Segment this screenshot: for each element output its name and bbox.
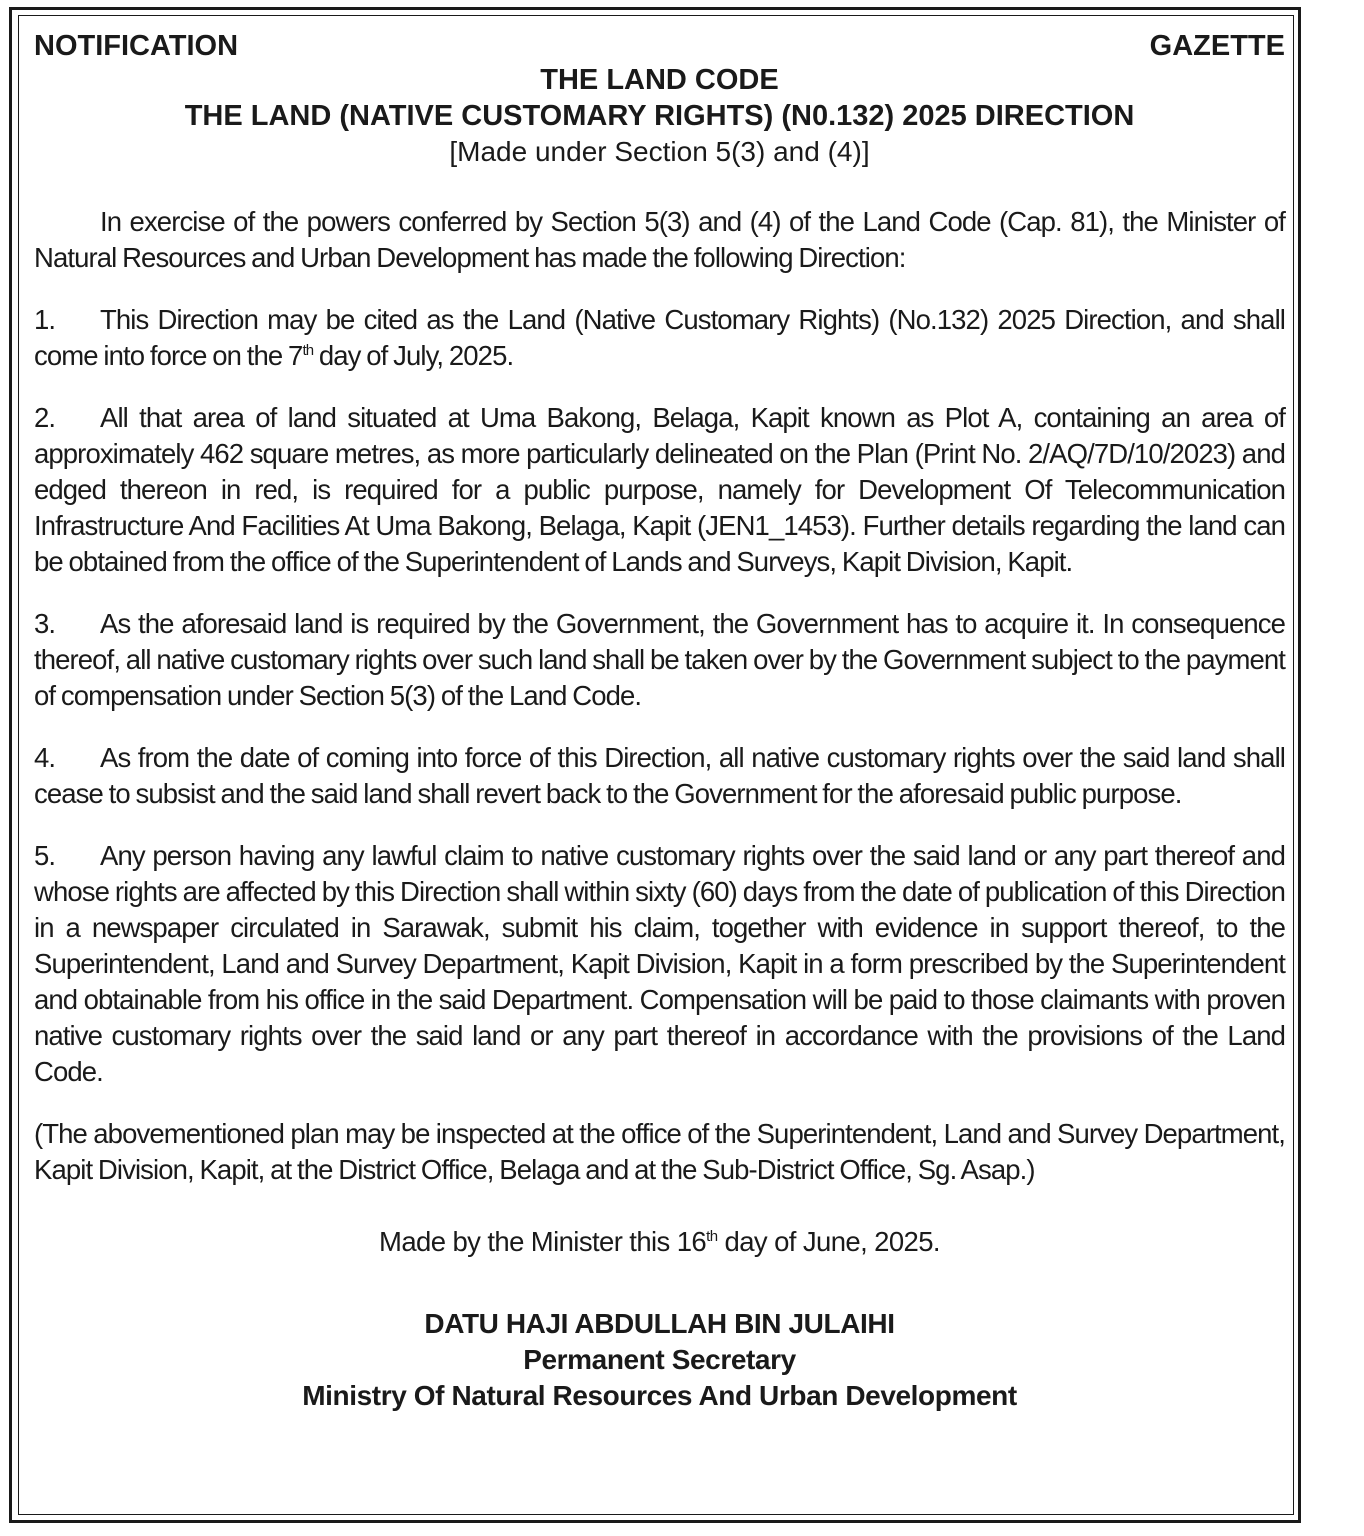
paragraph-text: Any person having any lawful claim to native customary rights over the said land or any part thereof and whose rights are affected by this Direction shall within sixty (60) days from the date of publication of this Direction in a newspaper circulated in Sarawak, submit his claim, together with evidence in support thereof, to the Superintendent, Land and Survey Department, Kapit Division, Kapit in a form prescribed by the Superintendent and obtainable from his office in the said Department. Compensation will be paid to those claimants with proven native customary rights over the said land or any part thereof in accordance with the provisions of the Land Code. bbox=[34, 840, 1285, 1087]
paragraph-number: 1. bbox=[34, 304, 56, 335]
notification-label: NOTIFICATION bbox=[34, 30, 239, 62]
paragraph-number: 5. bbox=[34, 840, 56, 871]
made-by-line bbox=[34, 1224, 1285, 1260]
title-land-code: THE LAND CODE bbox=[540, 64, 779, 96]
paragraph-1 bbox=[34, 302, 1285, 374]
title-direction: THE LAND (NATIVE CUSTOMARY RIGHTS) (N0.132) 2025 DIRECTION bbox=[184, 100, 1135, 132]
signatory-ministry: Ministry Of Natural Resources And Urban Development bbox=[302, 1380, 1017, 1411]
paragraph-2 bbox=[34, 400, 1285, 580]
made-text: Made by the Minister this 16 bbox=[379, 1226, 707, 1257]
superscript: th bbox=[302, 341, 314, 359]
paragraph-text: As the aforesaid land is required by the Government, the Government has to acquire it. In consequence thereof, all native customary rights over such land shall be taken over by the Government subject to the payment of compensation under Section 5(3) of the Land Code. bbox=[34, 608, 1285, 711]
top-line bbox=[34, 30, 1285, 66]
paragraph-5 bbox=[34, 838, 1285, 1090]
paragraph-number: 4. bbox=[34, 742, 56, 773]
subtitle: [Made under Section 5(3) and (4)] bbox=[449, 136, 870, 167]
paragraph-text: All that area of land situated at Uma Bakong, Belaga, Kapit known as Plot A, containing an area of approximately 462 square metres, as more particularly delineated on the Plan (Print No. 2/AQ/7D/10/2023) and edged thereon in red, is required for a public purpose, namely for Development Of Telecommunication Infrastructure And Facilities At Uma Bakong, Belaga, Kapit (JEN1_1453). Further details regarding the land can be obtained from the office of the Superintendent of Lands and Surveys, Kapit Division, Kapit. bbox=[34, 402, 1285, 577]
paragraph-text: As from the date of coming into force of this Direction, all native customary rights over the said land shall cease to subsist and the said land shall revert back to the Government for the aforesaid public purpose. bbox=[34, 742, 1285, 809]
intro-paragraph: In exercise of the powers conferred by Section 5(3) and (4) of the Land Code (Cap. 81), the Minister of Natural Resources and Urban Development has made the following Direction: bbox=[34, 206, 1285, 273]
paragraph-3 bbox=[34, 606, 1285, 714]
paragraph-number: 3. bbox=[34, 608, 56, 639]
superscript: th bbox=[706, 1227, 718, 1245]
signatory-name: DATU HAJI ABDULLAH BIN JULAIHI bbox=[424, 1308, 895, 1339]
paragraph-number: 2. bbox=[34, 402, 56, 433]
plan-inspection-note: (The abovementioned plan may be inspected at the office of the Superintendent, Land and Survey Department, Kapit Division, Kapit, at the District Office, Belaga and at the Sub-District Office, Sg. Asap.) bbox=[34, 1118, 1285, 1185]
signatory-title: Permanent Secretary bbox=[523, 1344, 796, 1375]
notice-body bbox=[34, 30, 1285, 1414]
gazette-label: GAZETTE bbox=[1149, 30, 1285, 62]
paragraph-text: day of July, 2025. bbox=[313, 340, 514, 371]
paragraph-text: This Direction may be cited as the Land (Native Customary Rights) (No.132) 2025 Direction, and shall come into force on the 7 bbox=[34, 304, 1285, 371]
paragraph-4 bbox=[34, 740, 1285, 812]
made-text: day of June, 2025. bbox=[717, 1226, 940, 1257]
